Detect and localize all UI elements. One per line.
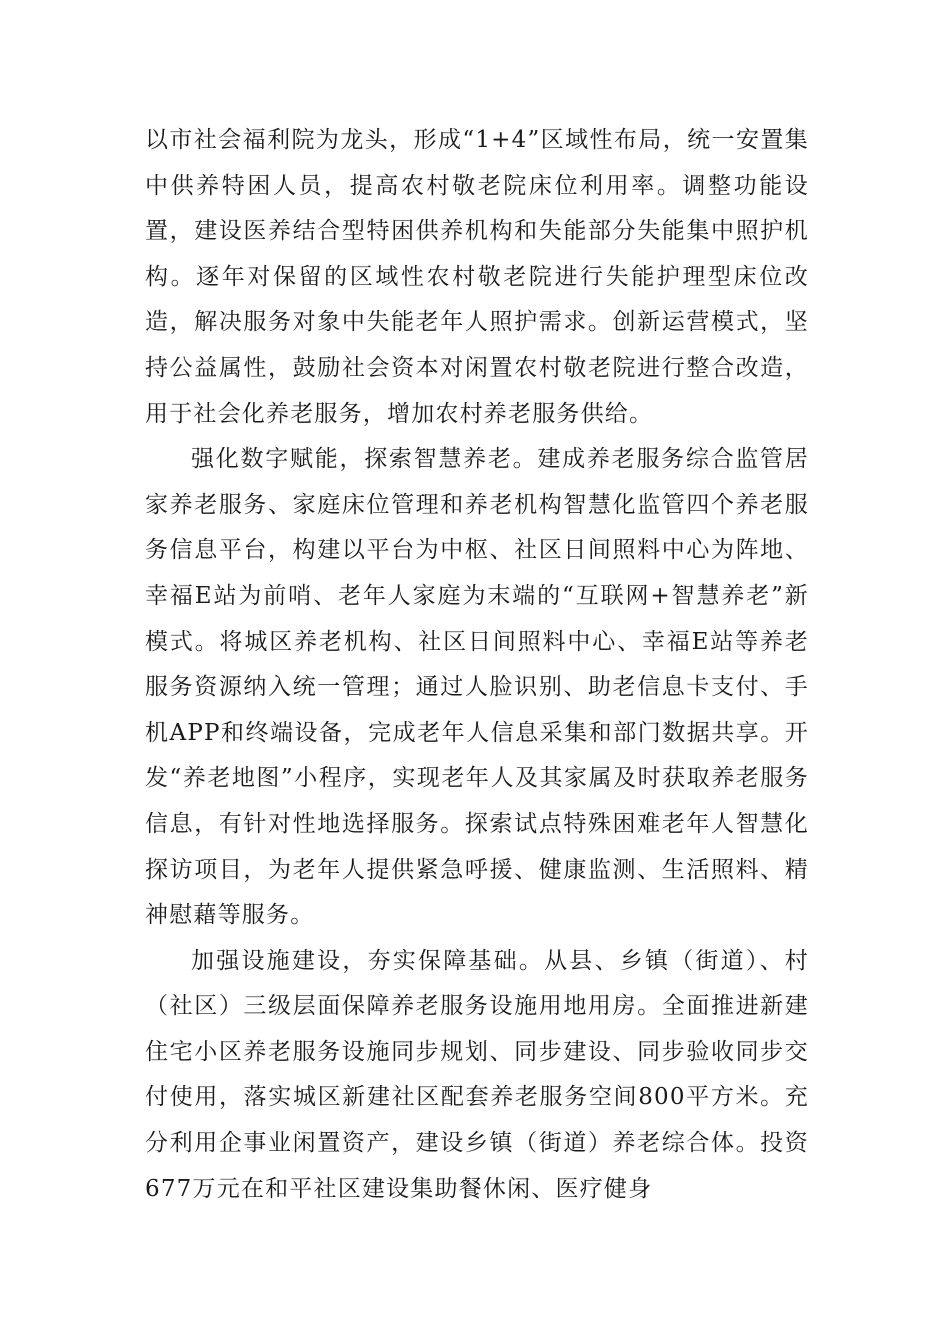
body-text <box>145 118 809 1212</box>
paragraph-2: 强化数字赋能，探索智慧养老。建成养老服务综合监管居家养老服务、家庭床位管理和养老机构智慧化监管四个养老服务信息平台，构建以平台为中枢、社区日间照料中心为阵地、幸福E站为前哨、老年人家庭为末端的“互联网+智慧养老”新模式。将城区养老机构、社区日间照料中心、幸福E站等养老服务资源纳入统一管理；通过人脸识别、助老信息卡支付、手机APP和终端设备，完成老年人信息采集和部门数据共享。开发“养老地图”小程序，实现老年人及其家属及时获取养老服务信息，有针对性地选择服务。探索试点特殊困难老年人智慧化探访项目，为老年人提供紧急呼援、健康监测、生活照料、精神慰藉等服务。 <box>145 446 809 929</box>
paragraph-1: 以市社会福利院为龙头，形成“1+4”区域性布局，统一安置集中供养特困人员，提高农村敬老院床位利用率。调整功能设置，建设医养结合型特困供养机构和失能部分失能集中照护机构。逐年对保留的区域性农村敬老院进行失能护理型床位改造，解决服务对象中失能老年人照护需求。创新运营模式，坚持公益属性，鼓励社会资本对闲置农村敬老院进行整合改造，用于社会化养老服务，增加农村养老服务供给。 <box>145 127 809 427</box>
paragraph-3: 加强设施建设，夯实保障基础。从县、乡镇（街道）、村（社区）三级层面保障养老服务设施用地用房。全面推进新建住宅小区养老服务设施同步规划、同步建设、同步验收同步交付使用，落实城区新建社区配套养老服务空间800平方米。充分利用企事业闲置资产，建设乡镇（街道）养老综合体。投资677万元在和平社区建设集助餐休闲、医疗健身 <box>145 947 809 1202</box>
